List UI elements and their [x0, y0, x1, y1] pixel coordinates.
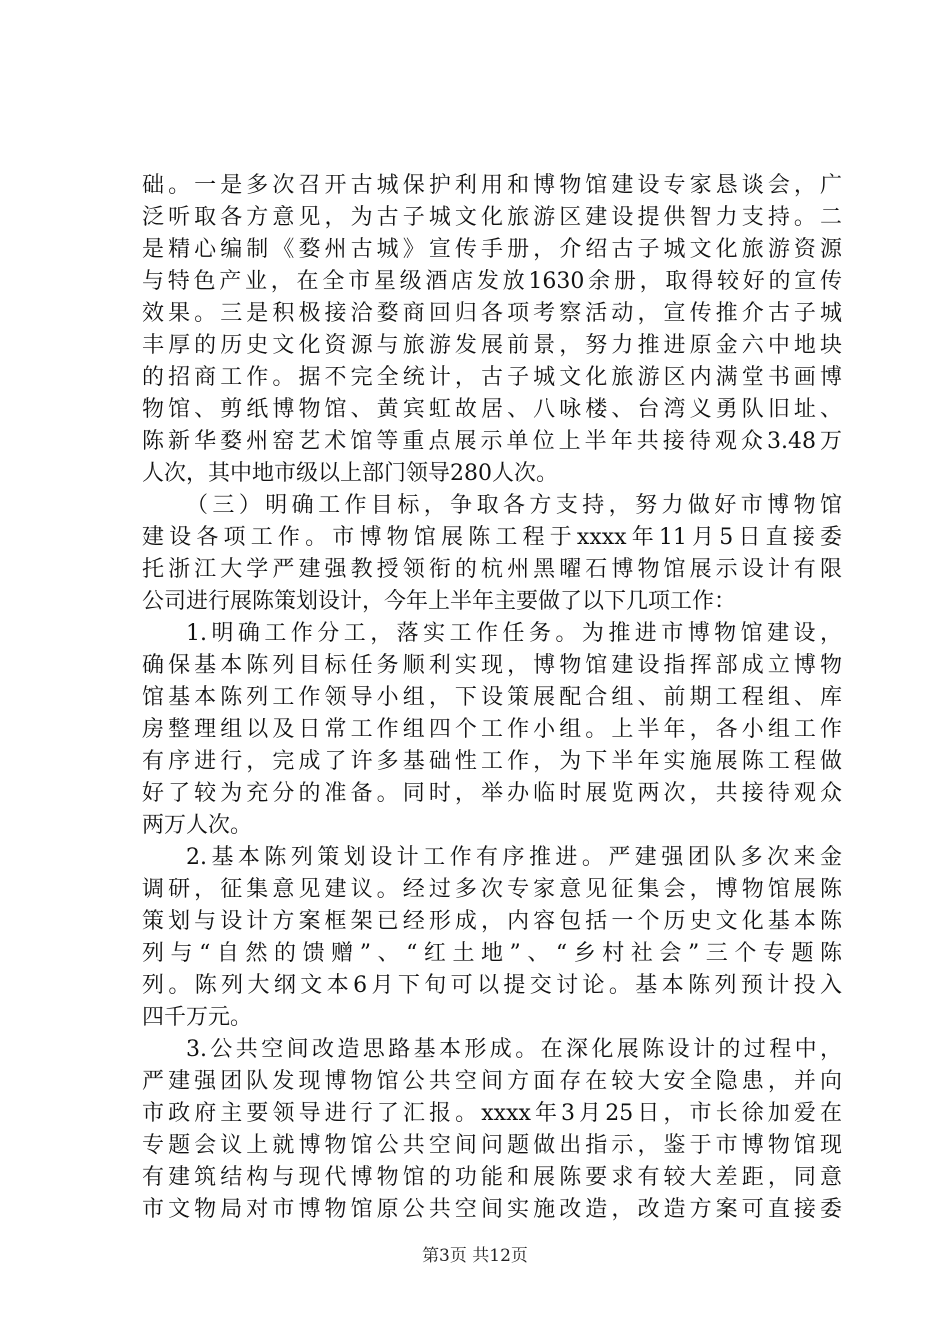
text-line: 2.基本陈列策划设计工作有序推进。严建强团队多次来金	[186, 845, 842, 870]
text-line: 专题会议上就博物馆公共空间问题做出指示，鉴于市博物馆现	[142, 1133, 842, 1158]
text-line: 建设各项工作。市博物馆展陈工程于xxxx年11月5日直接委	[142, 525, 842, 550]
text-line: 公司进行展陈策划设计，今年上半年主要做了以下几项工作：	[142, 589, 737, 614]
text-line: 人次，其中地市级以上部门领导280人次。	[142, 461, 558, 486]
text-line: 调研，征集意见建议。经过多次专家意见征集会，博物馆展陈	[142, 877, 842, 902]
page-number-footer: 第3页 共12页	[422, 1246, 528, 1266]
text-line: 市政府主要领导进行了汇报。xxxx年3月25日，市长徐加爱在	[142, 1101, 842, 1126]
text-line: 市文物局对市博物馆原公共空间实施改造，改造方案可直接委	[142, 1197, 842, 1222]
text-line: 效果。三是积极接洽婺商回归各项考察活动，宣传推介古子城	[142, 301, 842, 326]
text-line: 好了较为充分的准备。同时，举办临时展览两次，共接待观众	[142, 781, 842, 806]
text-line: 物馆、剪纸博物馆、黄宾虹故居、八咏楼、台湾义勇队旧址、	[142, 397, 842, 422]
text-line: 丰厚的历史文化资源与旅游发展前景，努力推进原金六中地块	[142, 333, 842, 358]
text-line: 严建强团队发现博物馆公共空间方面存在较大安全隐患，并向	[142, 1069, 842, 1094]
text-line: 策划与设计方案框架已经形成，内容包括一个历史文化基本陈	[142, 909, 842, 934]
text-line: 有建筑结构与现代博物馆的功能和展陈要求有较大差距，同意	[142, 1165, 842, 1190]
text-line: 馆基本陈列工作领导小组，下设策展配合组、前期工程组、库	[142, 685, 842, 710]
text-line: 与特色产业，在全市星级酒店发放1630余册，取得较好的宣传	[142, 269, 842, 294]
text-line: 两万人次。	[142, 813, 253, 838]
text-line: 泛听取各方意见，为古子城文化旅游区建设提供智力支持。二	[142, 205, 842, 230]
body-text	[142, 170, 842, 1226]
text-line: 是精心编制《婺州古城》宣传手册，介绍古子城文化旅游资源	[142, 237, 842, 262]
text-line: 1.明确工作分工，落实工作任务。为推进市博物馆建设，	[186, 621, 842, 646]
text-line: 列与“自然的馈赠”、“红土地”、“乡村社会”三个专题陈	[142, 941, 842, 966]
text-line: 础。一是多次召开古城保护利用和博物馆建设专家恳谈会，广	[142, 173, 842, 198]
text-line: 的招商工作。据不完全统计，古子城文化旅游区内满堂书画博	[142, 365, 842, 390]
text-line: 有序进行，完成了许多基础性工作，为下半年实施展陈工程做	[142, 749, 842, 774]
text-line: 四千万元。	[142, 1005, 253, 1030]
text-line: 陈新华婺州窑艺术馆等重点展示单位上半年共接待观众3.48万	[142, 429, 842, 454]
text-line: 房整理组以及日常工作组四个工作小组。上半年，各小组工作	[142, 717, 842, 742]
text-line: 确保基本陈列目标任务顺利实现，博物馆建设指挥部成立博物	[142, 653, 842, 678]
text-line: 托浙江大学严建强教授领衔的杭州黑曜石博物馆展示设计有限	[142, 557, 842, 582]
text-line: 列。陈列大纲文本6月下旬可以提交讨论。基本陈列预计投入	[142, 973, 842, 998]
text-line: 3.公共空间改造思路基本形成。在深化展陈设计的过程中，	[186, 1037, 842, 1062]
text-line: （三）明确工作目标，争取各方支持，努力做好市博物馆	[186, 493, 842, 518]
